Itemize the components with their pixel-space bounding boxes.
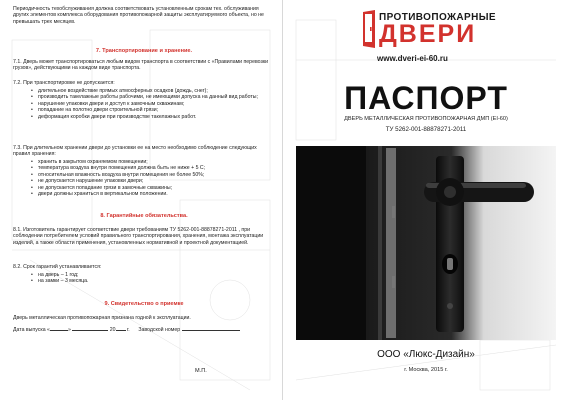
list-item: • относительная влажность воздуха внутри помещения не более 50%;: [30, 172, 275, 178]
section-9-title: 9. Свидетельство о приемке: [104, 301, 184, 307]
brand-url[interactable]: www.dveri-ei-60.ru: [377, 54, 448, 63]
list-item: • не допускается нарушение упаковки двери;: [30, 178, 275, 184]
list-item: • нарушение упаковки двери и доступ к замочным скважинам;: [30, 101, 275, 107]
list-item: • хранить в закрытом охраняемом помещении;: [30, 159, 275, 165]
list-item: • на дверь – 1 год;: [30, 272, 275, 278]
intro-text: Периодичность техобслуживания должна соответствовать установленным срокам тех. обслуживания других элементов комплекса оборудования противопожарной защиты эксплуатируемого объекта, но не превышать трех месяцев.: [13, 6, 264, 25]
company-name: ООО «Люкс-Дизайн»: [377, 349, 475, 360]
day-blank[interactable]: [50, 325, 68, 331]
door-handle-illustration: [296, 146, 556, 340]
city-year: г. Москва, 2015 г.: [404, 367, 448, 373]
fire-door-icon: [362, 10, 376, 48]
clause-7-2-list: [30, 88, 275, 120]
list-item: • на замки – 3 месяца.: [30, 278, 275, 284]
page-title: ПАСПОРТ: [344, 80, 508, 116]
quote-close: »: [67, 327, 71, 333]
stamp-place-label: М.П.: [195, 368, 207, 374]
factory-number-blank[interactable]: [182, 325, 240, 331]
list-item: • не допускается попадание грязи в замочные скважины;: [30, 185, 275, 191]
year-blank[interactable]: [116, 325, 126, 331]
door-handle-photo: [296, 146, 556, 340]
year-suffix: г.: [126, 327, 130, 333]
clause-7-2: 7.2. При транспортировке не допускается:: [13, 80, 115, 86]
clause-8-1: 8.1. Изготовитель гарантирует соответствие двери требованиям ТУ 5262-001-88878271-2011 , при соблюдении потребителем условий правильного транспортирования, хранения, монтажа эксплуатации изделий, а также области применения, установленных нормативной и проектной документацией.: [13, 227, 264, 246]
clause-8-2: 8.2. Срок гарантий устанавливается:: [13, 264, 102, 270]
release-date-label: Дата выпуска «: [13, 327, 50, 333]
list-item: • температура воздуха внутри помещения должна быть не ниже + 5 С;: [30, 165, 275, 171]
product-subtitle: ДВЕРЬ МЕТАЛЛИЧЕСКАЯ ПРОТИВОПОЖАРНАЯ ДМП (EI-60): [344, 116, 508, 122]
release-date-line: [13, 325, 275, 333]
page-fold: [282, 0, 283, 400]
month-blank[interactable]: [72, 325, 108, 331]
brand-main: ДВЕРИ: [379, 20, 477, 48]
year-prefix: 20: [109, 327, 116, 333]
clause-8-2-list: [30, 272, 275, 285]
brand-top: ПРОТИВОПОЖАРНЫЕ: [379, 12, 496, 23]
section-8-title: 8. Гарантийные обязательства.: [100, 213, 188, 219]
clause-7-3-list: [30, 159, 275, 197]
list-item: • двери должны храниться в вертикальном положении.: [30, 191, 275, 197]
list-item: • деформация коробки двери при производстве такелажных работ.: [30, 114, 275, 120]
section-7-title: 7. Транспортирование и хранение.: [95, 48, 193, 54]
tu-number: ТУ 5262-001-88878271-2011: [385, 126, 467, 133]
clause-7-3: 7.3. При длительном хранении двери до установки ее на место необходимо соблюдение следующих правил хранения:: [13, 145, 257, 158]
list-item: • длительное воздействие прямых атмосферных осадков (дождь, снег);: [30, 88, 275, 94]
factory-number-label: Заводской номер: [138, 327, 181, 333]
clause-7-1: 7.1. Дверь может транспортироваться любым видом транспорта в соответствии с «Правилами перевозки грузов», действующими на каждом виде транспорта.: [13, 59, 269, 72]
acceptance-text: Дверь металлическая противопожарная признана годной к эксплуатации.: [13, 315, 191, 321]
list-item: • попадание на полотно двери строительной грязи;: [30, 107, 275, 113]
list-item: • производить такелажные работы рабочими, не имеющими допуска на данный вид работы;: [30, 94, 275, 100]
